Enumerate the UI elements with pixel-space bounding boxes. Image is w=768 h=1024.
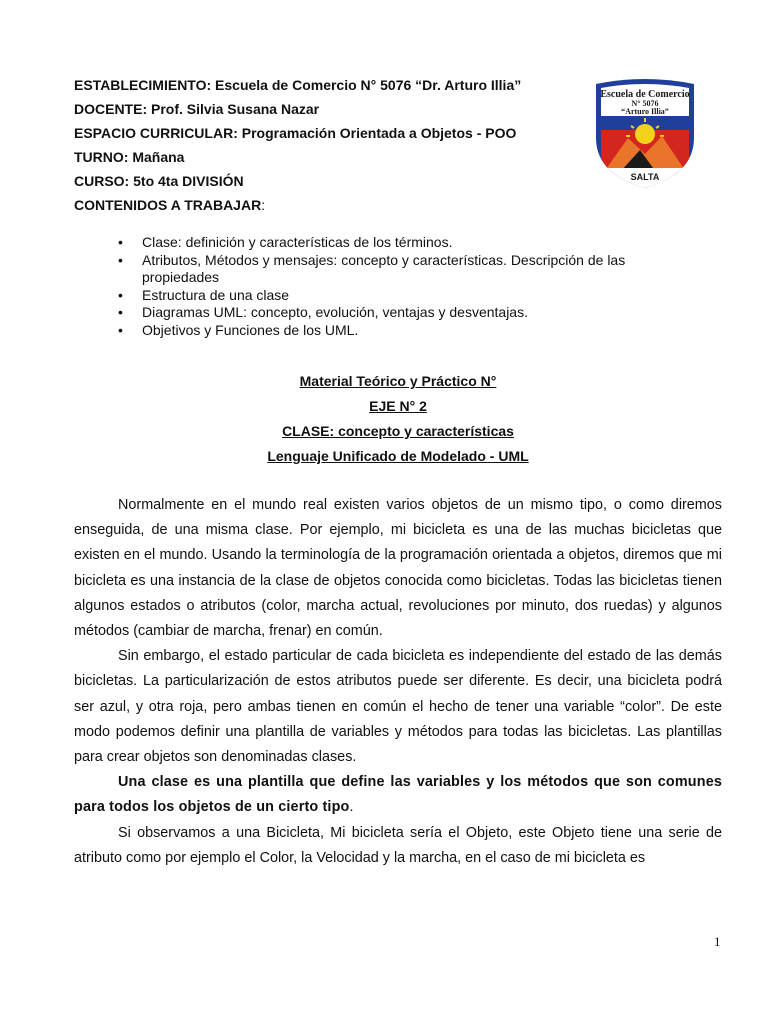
contents-list <box>118 234 698 339</box>
header-curso: CURSO: 5to 4ta DIVISIÓN <box>74 173 244 189</box>
header-establecimiento: ESTABLECIMIENTO: Escuela de Comercio N° 5076 “Dr. Arturo Illia” <box>74 77 522 93</box>
list-item: • Diagramas UML: concepto, evolución, ventajas y desventajas. <box>118 304 698 322</box>
logo-text-line1: Escuela de Comercio <box>600 89 690 100</box>
sun-icon <box>635 124 655 144</box>
header-espacio-curricular: ESPACIO CURRICULAR: Programación Orientada a Objetos - POO <box>74 125 517 141</box>
title-eje: EJE N° 2 <box>369 398 427 414</box>
paragraph-2: Sin embargo, el estado particular de cada bicicleta es independiente del estado de las demás bicicletas. La particularización de estos atributos puede ser diferente. Es decir, una bicicleta podrá ser azul, y otra roja, pero ambas tienen en común el hecho de tener una variable “color”. De este modo podemos definir una plantilla de variables y métodos para todas las bicicletas. Las plantillas para crear objetos son denominadas clases. <box>74 648 722 766</box>
logo-text-line2: N° 5076 <box>631 99 659 108</box>
paragraph-4: Si observamos a una Bicicleta, Mi bicicleta sería el Objeto, este Objeto tiene una serie de atributo como por ejemplo el Color, la Velocidad y la marcha, en el caso de mi bicicleta es <box>74 824 722 866</box>
list-item: • Objetivos y Funciones de los UML. <box>118 322 698 340</box>
body-text <box>74 493 722 871</box>
school-logo <box>590 76 700 192</box>
title-uml: Lenguaje Unificado de Modelado - UML <box>267 448 529 464</box>
logo-text-line3: “Arturo Illia” <box>621 107 669 116</box>
definition-bold: Una clase es una plantilla que define las variables y los métodos que son comunes para todos los objetos de un cierto tipo <box>74 774 722 816</box>
section-titles <box>74 372 722 472</box>
list-item: • Atributos, Métodos y mensajes: concepto y características. Descripción de las propiedades <box>118 252 698 287</box>
title-material: Material Teórico y Práctico N° <box>299 373 497 389</box>
paragraph-1: Normalmente en el mundo real existen varios objetos de un mismo tipo, o como diremos enseguida, de una misma clase. Por ejemplo, mi bicicleta es una de las muchas bicicletas que existen en el mundo. Usando la terminología de la programación orientada a objetos, diremos que mi bicicleta es una instancia de la clase de objetos conocida como bicicletas. Todas las bicicletas tienen algunos estados o atributos (color, marcha actual, revoluciones por minuto, dos ruedas) y algunos métodos (cambiar de marcha, frenar) en común. <box>74 497 722 640</box>
logo-text-bottom: SALTA <box>630 172 660 182</box>
list-item: • Estructura de una clase <box>118 287 698 305</box>
title-clase: CLASE: concepto y características <box>282 423 514 439</box>
paragraph-3: Una clase es una plantilla que define las variables y los métodos que son comunes para todos los objetos de un cierto tipo. <box>74 774 722 816</box>
page-number: 1 <box>714 934 721 949</box>
header-turno: TURNO: Mañana <box>74 149 185 165</box>
header-block <box>74 76 574 220</box>
list-item: • Clase: definición y características de los términos. <box>118 234 698 252</box>
header-docente: DOCENTE: Prof. Silvia Susana Nazar <box>74 101 320 117</box>
header-contenidos: CONTENIDOS A TRABAJAR: <box>74 197 266 213</box>
